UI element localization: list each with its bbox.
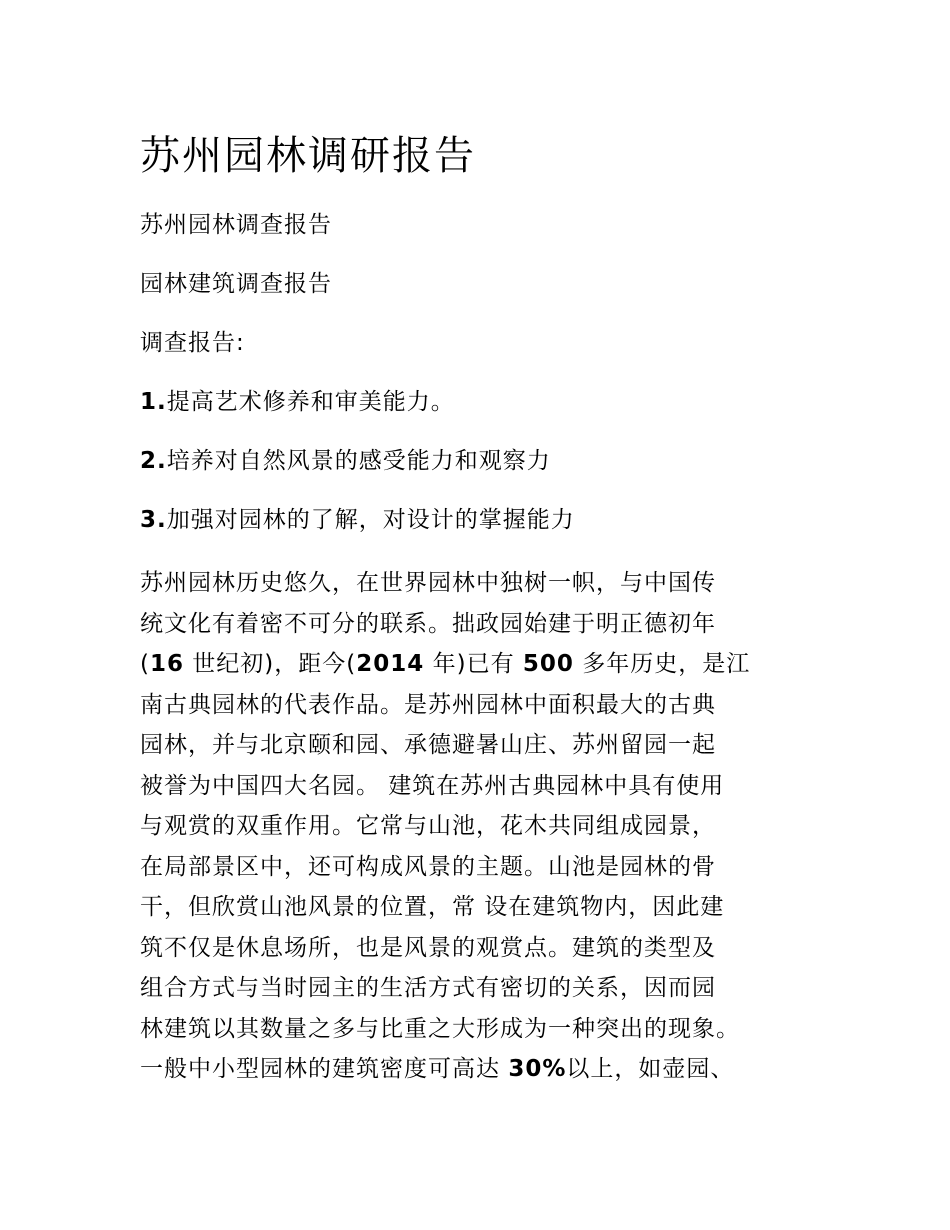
objective-text: 培养对自然风景的感受能力和观察力 (166, 448, 551, 474)
years-count: 500 (522, 651, 574, 677)
paragraph-text: ( (140, 651, 150, 677)
objective-text: 提高艺术修养和审美能力。 (166, 389, 455, 415)
objective-text: 加强对园林的了解，对设计的掌握能力 (166, 507, 575, 533)
objective-number: 2. (140, 448, 167, 474)
paragraph-line: 被誉为中国四大名园。 建筑在苏州古典园林中具有使用 (140, 772, 725, 799)
paragraph-text: 以上，如壶园、 (566, 1056, 735, 1082)
subtitle-report-heading: 调查报告: (140, 330, 245, 356)
century-number: 16 (149, 651, 184, 677)
paragraph-line: 林建筑以其数量之多与比重之大形成为一种突出的现象。 (140, 1015, 740, 1042)
paragraph-line: 筑不仅是休息场所，也是风景的观赏点。建筑的类型及 (140, 934, 716, 961)
paragraph-line: 干，但欣赏山池风景的位置，常 设在建筑物内，因此建 (140, 894, 725, 920)
subtitle-architecture-report: 园林建筑调查报告 (140, 271, 332, 297)
paragraph-line: 苏州园林历史悠久，在世界园林中独树一帜，与中国传 (140, 570, 716, 596)
body-paragraph (140, 563, 810, 1090)
paragraph-line: 组合方式与当时园主的生活方式有密切的关系，因而园 (140, 975, 716, 1001)
objective-item (140, 387, 455, 417)
subtitle-survey-report: 苏州园林调查报告 (140, 212, 332, 238)
paragraph-line (140, 644, 810, 685)
year-number: 2014 (356, 651, 425, 677)
objective-item (140, 505, 575, 535)
paragraph-text: 世纪初)，距今( (184, 651, 357, 677)
paragraph-text: 多年历史，是江 (573, 651, 751, 677)
objective-number: 1. (140, 389, 167, 415)
density-percent: 30% (508, 1056, 567, 1082)
paragraph-line: 南古典园林的代表作品。是苏州园林中面积最大的古典 (140, 691, 716, 718)
paragraph-line: 园林，并与北京颐和园、承德避暑山庄、苏州留园一起 (140, 732, 716, 758)
objective-number: 3. (140, 507, 167, 533)
paragraph-line: 与观赏的双重作用。它常与山池，花木共同组成园景， (140, 813, 716, 839)
paragraph-text: 年)已有 (424, 651, 523, 677)
paragraph-line: 在局部景区中，还可构成风景的主题。山池是园林的骨 (140, 853, 716, 880)
objective-item (140, 446, 551, 476)
paragraph-line (140, 1049, 810, 1090)
document-title: 苏州园林调研报告 (140, 133, 476, 179)
paragraph-text: 一般中小型园林的建筑密度可高达 (140, 1056, 509, 1082)
paragraph-line: 统文化有着密不可分的联系。拙政园始建于明正德初年 (140, 610, 716, 637)
